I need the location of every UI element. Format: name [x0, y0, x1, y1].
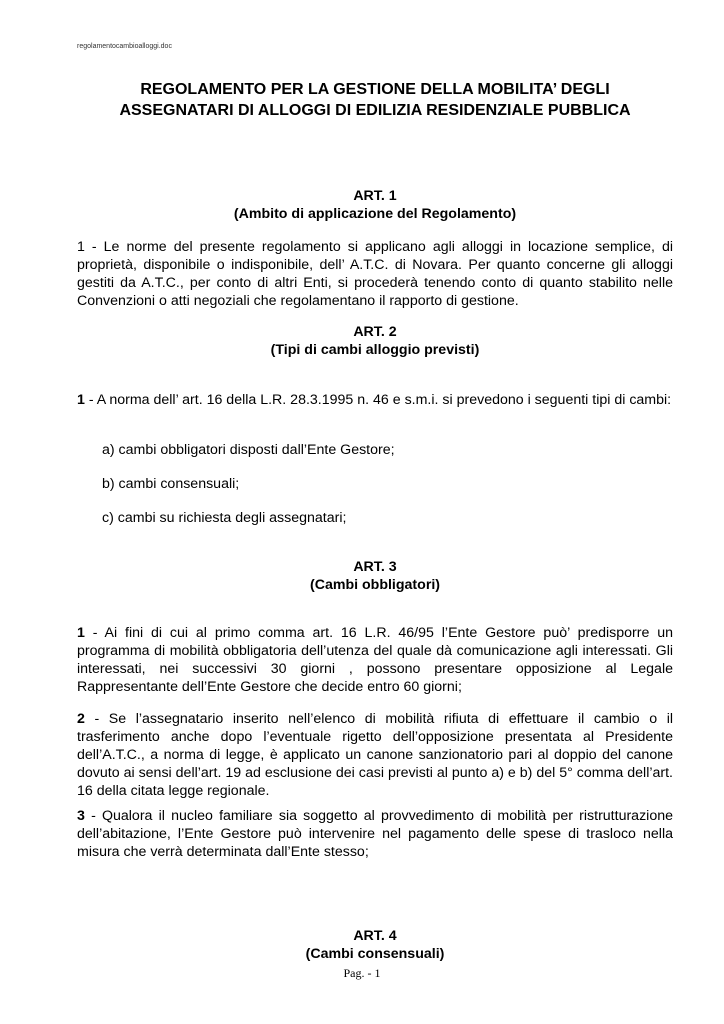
art3-p2-number: 2	[77, 711, 85, 727]
art3-p1-number: 1	[77, 625, 85, 641]
art2-list-item-c: c) cambi su richiesta degli assegnatari;	[102, 510, 347, 526]
art3-subtitle: (Cambi obbligatori)	[309, 577, 441, 593]
art3-heading-block	[77, 558, 673, 594]
title-line-1: REGOLAMENTO PER LA GESTIONE DELLA MOBILITA’ DEGLI	[140, 81, 610, 98]
art4-heading-block	[77, 927, 673, 963]
art2-heading: ART. 2	[353, 324, 397, 340]
art1-heading: ART. 1	[353, 188, 397, 204]
art3-heading: ART. 3	[353, 559, 397, 575]
art2-paragraph-1	[77, 391, 673, 409]
art1-subtitle: (Ambito di applicazione del Regolamento)	[233, 206, 517, 222]
art3-paragraph-2	[77, 710, 673, 800]
art2-p1-number: 1	[77, 392, 85, 408]
art3-p2-text: - Se l’assegnatario inserito nell’elenco di mobilità rifiuta di effettuare il cambio o il trasferimento anche dopo l’eventuale rigetto dell’opposizione presentata al Presidente dell’A.T.C., a norma di legge, è applicato un canone sanzionatorio pari al doppio del canone dovuto ai sensi dell’art. 19 ad esclusione dei casi previsti al punto a) e b) del 5° comma dell’art. 16 della citata legge regionale.	[77, 711, 673, 799]
art2-heading-block	[77, 323, 673, 359]
document-title	[60, 79, 690, 121]
page-number: Pag. - 1	[343, 966, 381, 980]
art1-paragraph-1: 1 - Le norme del presente regolamento si applicano agli alloggi in locazione semplice, di proprietà, disponibile o indisponibile, dell’ A.T.C. di Novara. Per quanto concerne gli alloggi gestiti da A.T.C., per conto di altri Enti, si procederà tenendo conto di quanto stabilito nelle Convenzioni o atti negoziali che regolamentano il rapporto di gestione.	[77, 239, 673, 309]
title-line-2: ASSEGNATARI DI ALLOGGI DI EDILIZIA RESIDENZIALE PUBBLICA	[119, 102, 631, 119]
art2-subtitle: (Tipi di cambi alloggio previsti)	[270, 342, 480, 358]
art2-p1-text: - A norma dell’ art. 16 della L.R. 28.3.1995 n. 46 e s.m.i. si prevedono i seguenti tipi di cambi:	[84, 392, 672, 408]
art4-heading: ART. 4	[353, 928, 397, 944]
art1-heading-block	[77, 187, 673, 223]
art3-paragraph-1	[77, 624, 673, 696]
art2-list-item-b: b) cambi consensuali;	[102, 476, 240, 492]
art3-p3-number: 3	[77, 808, 85, 824]
art3-paragraph-3	[77, 807, 673, 861]
art4-subtitle: (Cambi consensuali)	[305, 946, 445, 962]
art3-p1-text: - Ai fini di cui al primo comma art. 16 L.R. 46/95 l’Ente Gestore può’ predisporre un programma di mobilità obbligatoria dell’utenza del quale dà comunicazione agli interessati. Gli interessati, nei successivi 30 giorni , possono presentare opposizione al Legale Rappresentante dell’Ente Gestore che decide entro 60 giorni;	[77, 625, 673, 695]
art3-p3-text: - Qualora il nucleo familiare sia soggetto al provvedimento di mobilità per ristrutturazione dell’abitazione, l’Ente Gestore può intervenire nel pagamento delle spese di trasloco nella misura che verrà determinata dall’Ente stesso;	[77, 808, 673, 860]
document-filename: regolamentocambioalloggi.doc	[77, 43, 172, 50]
art2-list-item-a: a) cambi obbligatori disposti dall’Ente Gestore;	[102, 442, 395, 458]
